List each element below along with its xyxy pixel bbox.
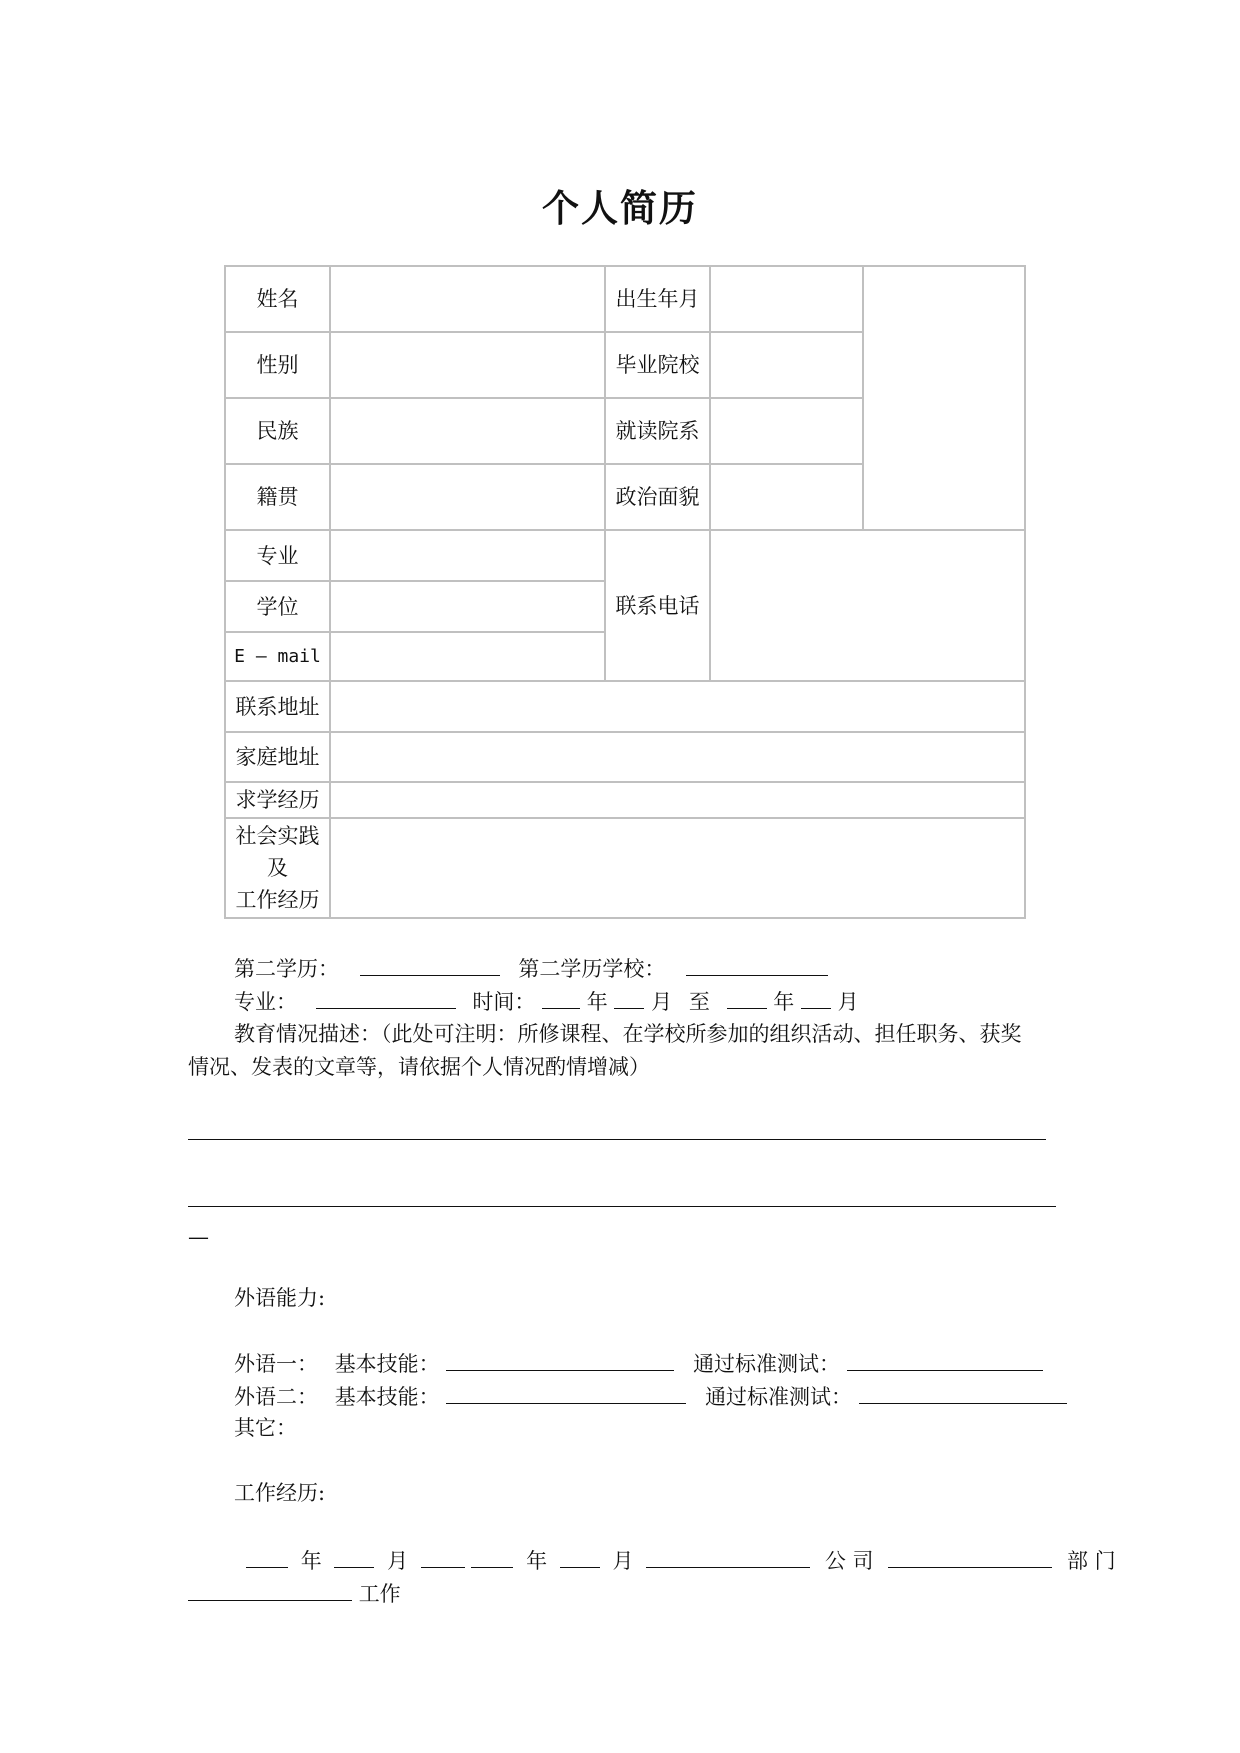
language-one-test-label: 通过标准测试：: [693, 1352, 841, 1376]
start-month-blank[interactable]: [614, 986, 644, 1009]
table-border-right: [1024, 265, 1026, 919]
education-description-line1: 教育情况描述：（此处可注明：所修课程、在学校所参加的组织活动、担任职务、获奖: [234, 1022, 1022, 1046]
work-end-month-unit: 月: [612, 1549, 634, 1573]
education-blank-line-2[interactable]: [188, 1206, 1056, 1207]
language-heading: 外语能力:: [234, 1286, 326, 1310]
language-one-skill-blank[interactable]: [446, 1348, 674, 1371]
label-department: 就读院系: [615, 419, 700, 443]
work-range-dash: [421, 1555, 465, 1568]
language-one-skill-label: 基本技能：: [334, 1352, 440, 1376]
start-year-unit: 年: [586, 990, 608, 1014]
label-email: E — mail: [234, 645, 321, 667]
education-dash-tail: —: [188, 1225, 209, 1249]
birth-field[interactable]: [711, 267, 862, 331]
work-entry-line: [246, 1545, 1116, 1576]
work-start-year-unit: 年: [300, 1549, 322, 1573]
second-degree-time-line: [234, 986, 859, 1017]
work-job-blank[interactable]: [188, 1578, 352, 1601]
work-company-label: 公 司: [824, 1549, 874, 1573]
work-heading: 工作经历:: [234, 1481, 326, 1505]
work-dept-blank[interactable]: [888, 1545, 1052, 1568]
work-end-month-blank[interactable]: [560, 1545, 600, 1568]
political-status-field[interactable]: [711, 465, 862, 529]
language-two-label: 外语二：: [234, 1385, 318, 1409]
work-job-line: [188, 1578, 401, 1609]
end-month-blank[interactable]: [801, 986, 831, 1009]
language-one-test-blank[interactable]: [847, 1348, 1043, 1371]
second-degree-school-label: 第二学历学校：: [518, 957, 666, 981]
time-label: 时间：: [472, 990, 536, 1014]
label-study-history: 求学经历: [235, 788, 320, 812]
work-job-label: 工作: [358, 1582, 401, 1606]
native-place-field[interactable]: [331, 465, 604, 529]
language-two-skill-blank[interactable]: [446, 1381, 686, 1404]
second-major-blank[interactable]: [316, 986, 456, 1009]
label-name: 姓名: [256, 287, 299, 311]
language-one-label: 外语一：: [234, 1352, 318, 1376]
label-social-practice-line1: 社会实践: [235, 824, 320, 848]
language-other: 其它：: [234, 1416, 297, 1440]
phone-field[interactable]: [711, 531, 1024, 680]
major-field[interactable]: [331, 531, 604, 580]
second-degree-line: [234, 953, 828, 984]
label-home-address: 家庭地址: [235, 745, 320, 769]
start-month-unit: 月: [651, 990, 673, 1014]
ethnicity-field[interactable]: [331, 399, 604, 463]
language-two-test-blank[interactable]: [859, 1381, 1067, 1404]
work-dept-label: 部 门: [1066, 1549, 1116, 1573]
social-practice-field[interactable]: [331, 819, 1024, 917]
label-social-practice-line3: 工作经历: [235, 888, 320, 912]
language-two-skill-label: 基本技能：: [334, 1385, 440, 1409]
label-contact-address: 联系地址: [235, 694, 320, 719]
label-gender: 性别: [256, 353, 299, 377]
label-native-place: 籍贯: [256, 485, 299, 509]
label-ethnicity: 民族: [256, 419, 299, 443]
label-degree: 学位: [256, 594, 299, 619]
name-field[interactable]: [331, 267, 604, 331]
education-blank-line-1[interactable]: [188, 1139, 1046, 1140]
label-social-practice-line2: 及: [267, 856, 288, 880]
second-major-label: 专业：: [234, 990, 297, 1014]
to-label: 至: [688, 990, 710, 1014]
work-start-year-blank[interactable]: [246, 1545, 288, 1568]
work-end-year-unit: 年: [526, 1549, 548, 1573]
second-degree-blank[interactable]: [360, 953, 500, 976]
label-social-practice: [226, 819, 329, 917]
work-company-blank[interactable]: [646, 1545, 810, 1568]
school-field[interactable]: [711, 333, 862, 397]
second-degree-label: 第二学历：: [234, 957, 339, 981]
end-year-blank[interactable]: [727, 986, 767, 1009]
page-title: 个人简历: [542, 187, 698, 230]
label-school: 毕业院校: [615, 353, 700, 377]
gender-field[interactable]: [331, 333, 604, 397]
study-history-field[interactable]: [331, 783, 1024, 817]
second-degree-school-blank[interactable]: [686, 953, 828, 976]
education-description-line2: 情况、发表的文章等，请依据个人情况酌情增减）: [188, 1055, 650, 1079]
work-start-month-unit: 月: [387, 1549, 409, 1573]
email-field[interactable]: [331, 633, 604, 680]
work-start-month-blank[interactable]: [334, 1545, 374, 1568]
label-birth: 出生年月: [615, 287, 700, 311]
label-major: 专业: [256, 543, 299, 568]
contact-address-field[interactable]: [331, 682, 1024, 731]
degree-field[interactable]: [331, 582, 604, 631]
department-field[interactable]: [711, 399, 862, 463]
home-address-field[interactable]: [331, 733, 1024, 781]
language-two-test-label: 通过标准测试：: [705, 1385, 853, 1409]
label-phone: 联系电话: [615, 593, 700, 618]
label-political-status: 政治面貌: [615, 485, 700, 509]
end-year-unit: 年: [773, 990, 795, 1014]
table-border-bottom: [224, 917, 1026, 919]
start-year-blank[interactable]: [542, 986, 580, 1009]
end-month-unit: 月: [837, 990, 859, 1014]
language-one-line: [234, 1348, 1043, 1379]
work-end-year-blank[interactable]: [471, 1545, 513, 1568]
photo-box[interactable]: [864, 267, 1024, 529]
language-two-line: [234, 1381, 1067, 1412]
